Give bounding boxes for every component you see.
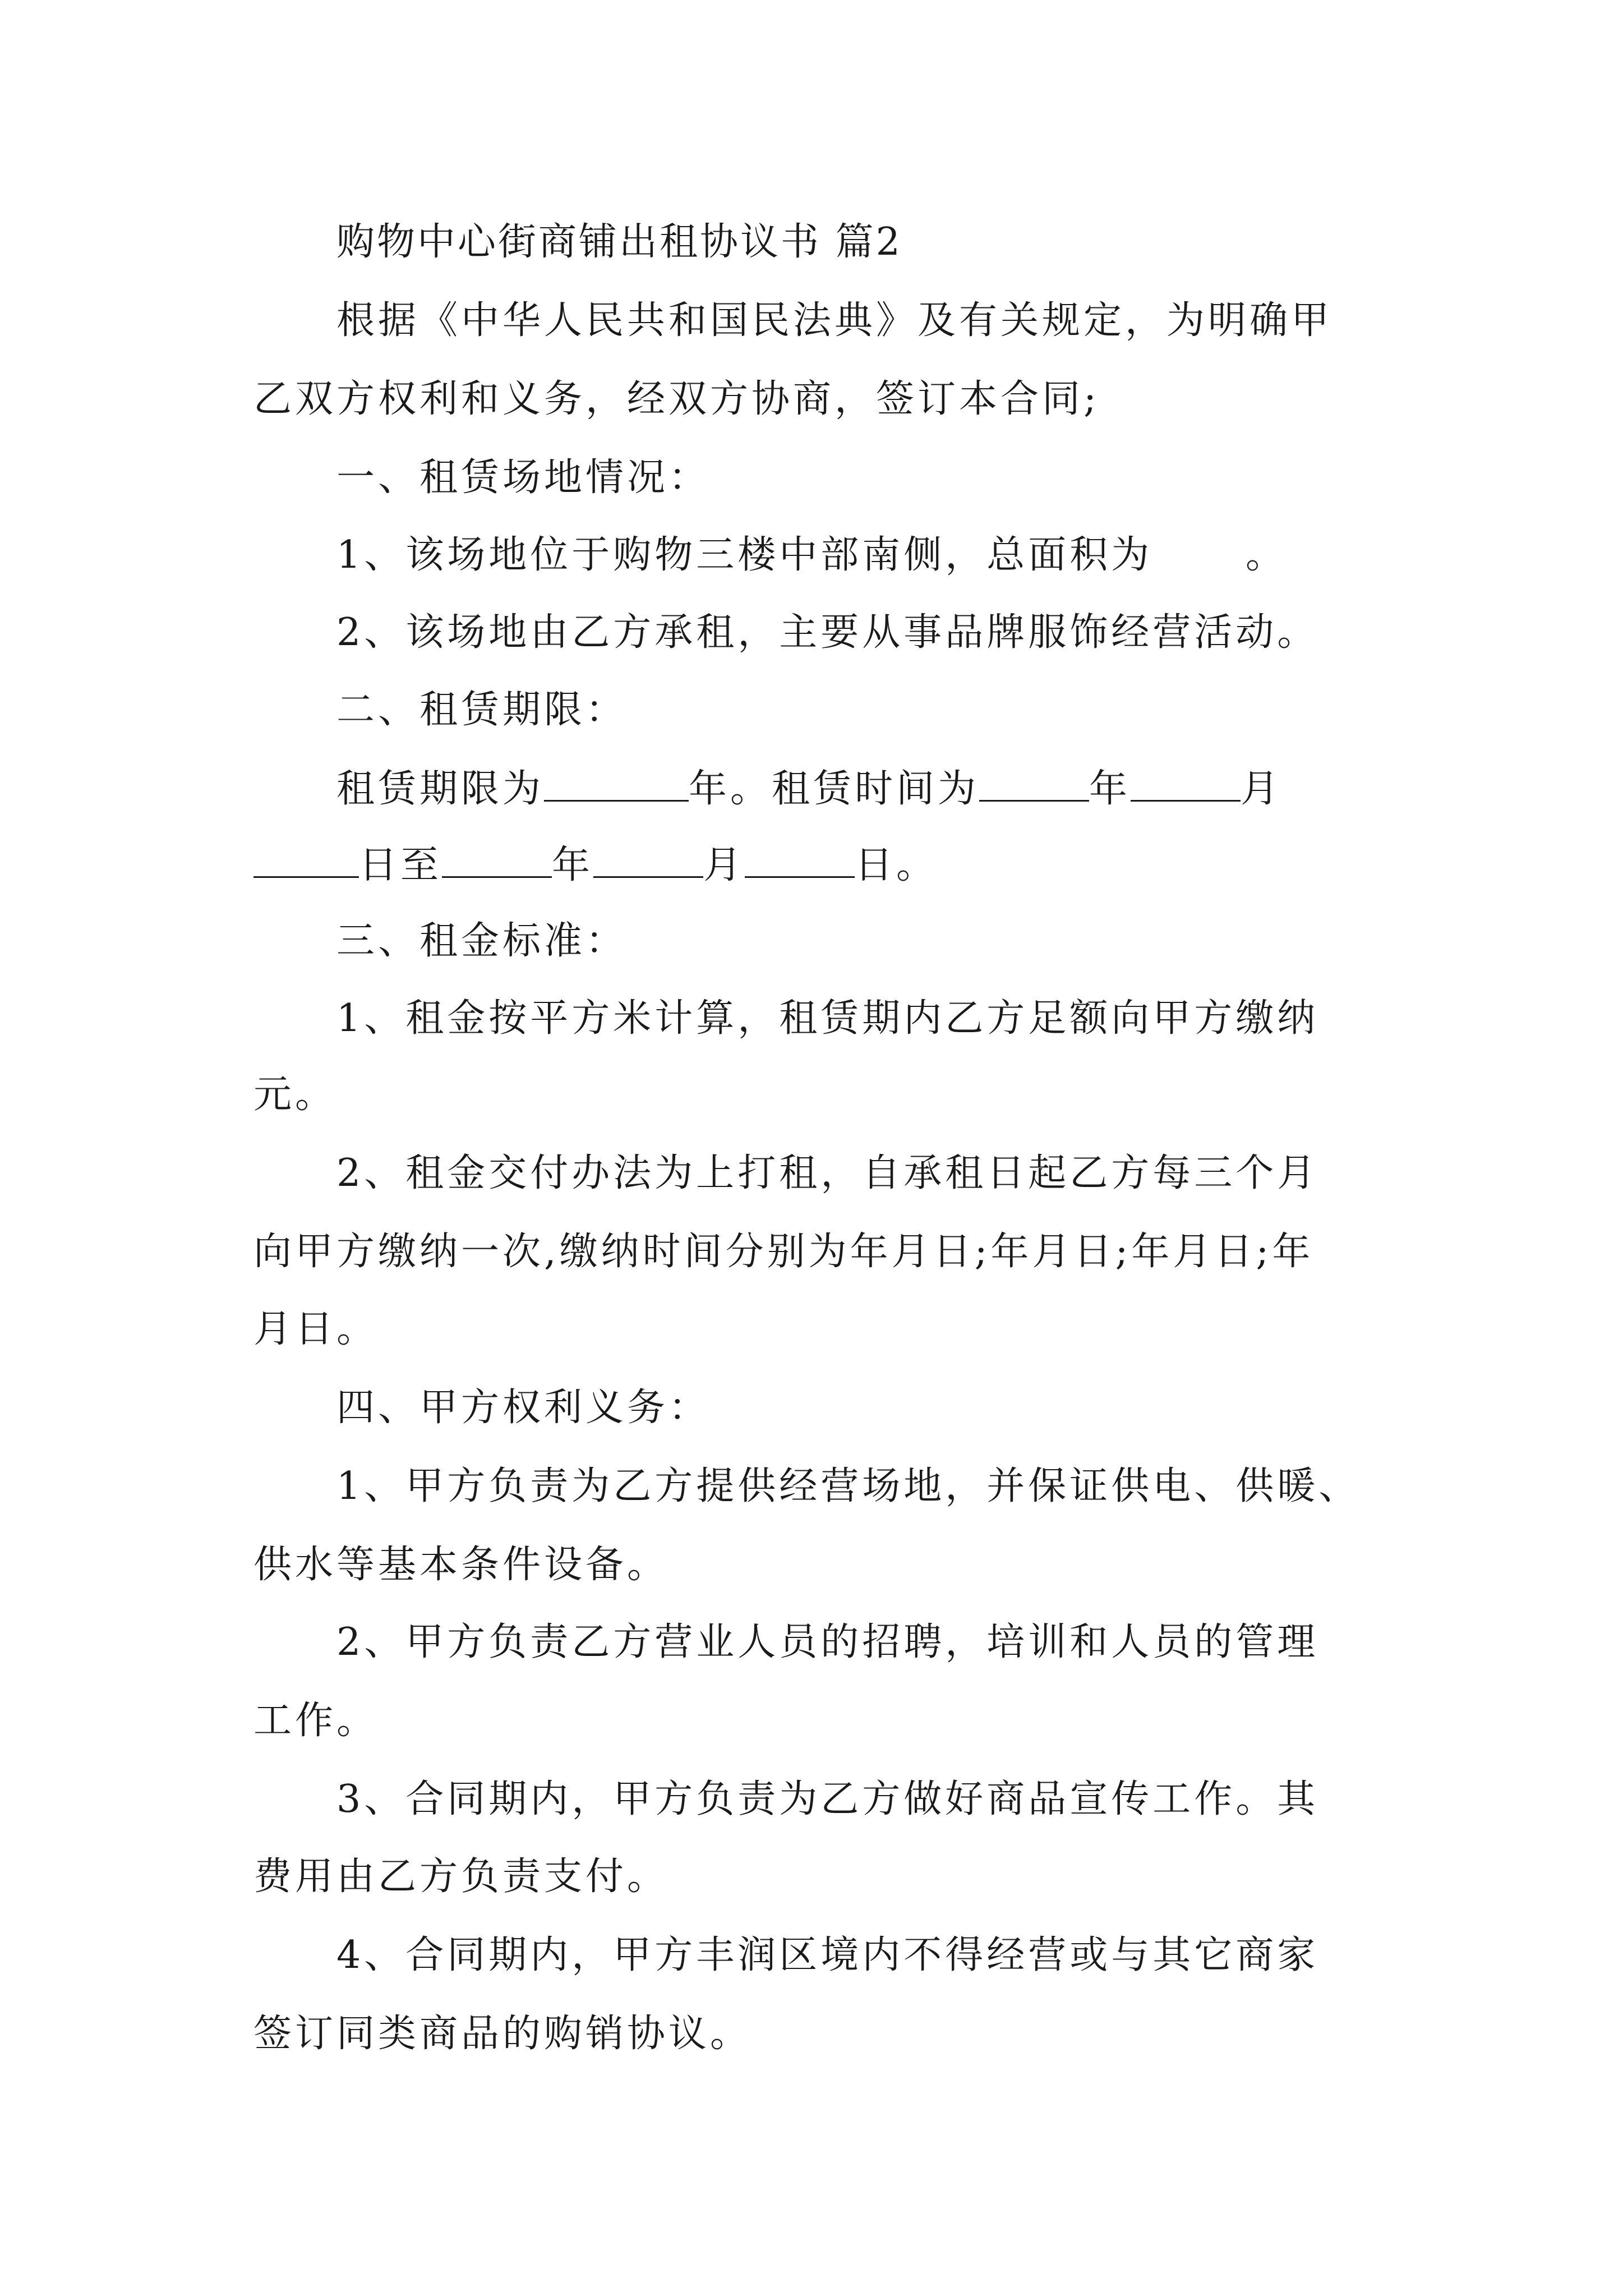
paragraph-line: 乙双方权利和义务，经双方协商，签订本合同; — [253, 377, 1100, 421]
section-heading: 四、甲方权利义务： — [336, 1386, 711, 1430]
paragraph-line: 向甲方缴纳一次,缴纳时间分别为年月日;年月日;年月日;年 — [253, 1230, 1314, 1274]
paragraph-line: 2、甲方负责乙方营业人员的招聘，培训和人员的管理 — [336, 1620, 1319, 1664]
paragraph-line: 1、该场地位于购物三楼中部南侧，总面积为 。 — [336, 533, 1287, 577]
paragraph-line: 月日。 — [253, 1307, 379, 1351]
year-label: 年 — [1089, 767, 1131, 811]
section-heading: 三、租金标准： — [336, 919, 628, 963]
paragraph-line: 1、甲方负责为乙方提供经营场地，并保证供电、供暖、 — [336, 1464, 1361, 1508]
paragraph-line: 3、合同期内，甲方负责为乙方做好商品宣传工作。其 — [336, 1777, 1319, 1821]
blank-start-day — [253, 841, 359, 878]
paragraph-line: 根据《中华人民共和国民法典》及有关规定，为明确甲 — [336, 298, 1333, 343]
end-day-label: 日。 — [855, 843, 938, 887]
section-heading: 一、租赁场地情况： — [336, 455, 711, 500]
month-label: 月 — [1241, 767, 1283, 811]
section-heading: 二、租赁期限： — [336, 688, 628, 732]
lease-term-line — [336, 765, 1282, 812]
end-month-label: 月 — [703, 843, 745, 887]
paragraph-line: 工作。 — [253, 1699, 379, 1743]
blank-end-month — [593, 841, 703, 878]
blank-start-month — [1131, 765, 1241, 802]
end-year-label: 年 — [552, 843, 594, 887]
paragraph-line: 签订同类商品的购销协议。 — [253, 2012, 752, 2056]
lease-term-label: 租赁期限为 — [336, 767, 545, 811]
paragraph-line: 1、租金按平方米计算，租赁期内乙方足额向甲方缴纳 — [336, 996, 1319, 1041]
blank-years — [544, 765, 689, 802]
lease-term-line-2 — [253, 841, 938, 888]
blank-start-year — [979, 765, 1089, 802]
lease-time-label: 年。租赁时间为 — [689, 767, 980, 811]
paragraph-line: 费用由乙方负责支付。 — [253, 1855, 669, 1899]
paragraph-line: 元。 — [253, 1073, 337, 1117]
document-title: 购物中心街商铺出租协议书 篇2 — [336, 220, 902, 264]
paragraph-line: 2、该场地由乙方承租，主要从事品牌服饰经营活动。 — [336, 610, 1319, 655]
day-to-label: 日至 — [359, 843, 442, 887]
paragraph-line: 供水等基本条件设备。 — [253, 1543, 669, 1587]
paragraph-line: 2、租金交付办法为上打租，自承租日起乙方每三个月 — [336, 1151, 1319, 1195]
blank-end-year — [442, 841, 552, 878]
blank-end-day — [745, 841, 855, 878]
paragraph-line: 4、合同期内，甲方丰润区境内不得经营或与其它商家 — [336, 1933, 1319, 1977]
